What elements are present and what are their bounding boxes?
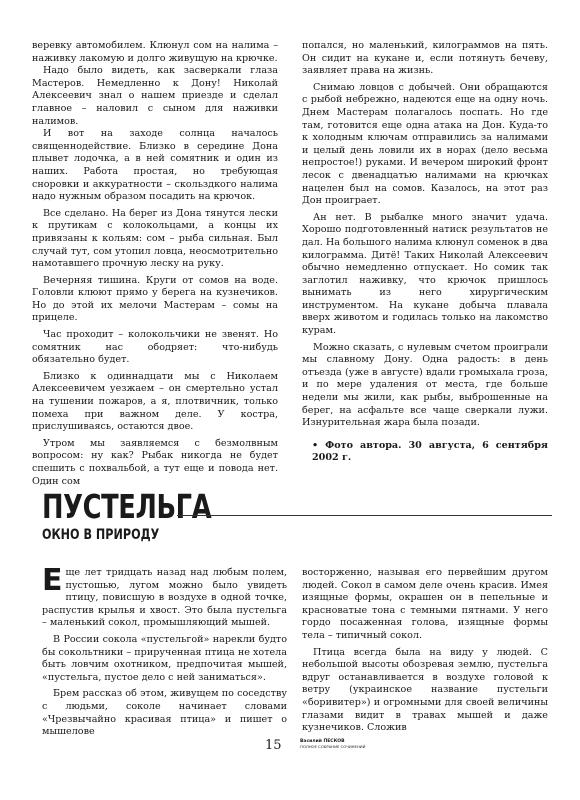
footer-author: Василий ПЕСКОВ bbox=[300, 739, 345, 744]
article-title: ПУСТЕЛЬГА bbox=[42, 487, 212, 526]
paragraph: Брем рассказ об этом, живущем по соседству с людьми, соколе начинает словами «Чрезвычайно красивая птица» и пишет о мышелове bbox=[42, 688, 287, 738]
top-right-column bbox=[302, 40, 548, 465]
article-right-column bbox=[302, 567, 548, 735]
paragraph: И вот на заходе солнца началось священнодействие. Близко в середине Дона плывет лодочка, а в ней сомятник и один из наших. Работа простая, но требующая сноровки и аккуратности – скольздкого налима надо нужным образом посадить на крючок. bbox=[32, 128, 278, 203]
paragraph: В России сокола «пустельгой» нарекли будто бы сокольтники – прирученная птица не хотела быть ловчим охотником, предпочитая мышей, «пустельга, пустое дело с ней заниматься». bbox=[42, 633, 287, 683]
article-header bbox=[42, 489, 552, 549]
top-left-column bbox=[32, 40, 278, 488]
paragraph: Можно сказать, с нулевым счетом проиграли мы славному Дону. Одна радость: в день отъезда (уже в августе) вдали громыхала гроза, и по мере удаления от места, где больше недели мы жили, как рыбы, выброшенные на берег, на асфальте все чаще сверкали лужи. Изнурительная жара была позади. bbox=[302, 341, 548, 429]
drop-cap: Е bbox=[42, 563, 63, 598]
article-left-column bbox=[42, 563, 287, 739]
page-footer bbox=[0, 738, 580, 758]
paragraph: Близко к одиннадцати мы с Николаем Алексеевичем уезжаем – он смертельно устал на тушении пожаров, а я, плотвичник, только помеха при важном деле. У костра, прислушиваясь, остаются двое. bbox=[32, 370, 278, 433]
paragraph: Утром мы заявляемся с безмолвным вопросом: ну как? Рыбак никогда не будет спешить с похвальбой, а тут еще и повода нет. Один сом bbox=[32, 437, 278, 487]
lead-paragraph bbox=[42, 563, 287, 630]
paragraph: веревку автомобилем. Клюнул сом на налима – наживку лакомую и долго живущую на крючке. bbox=[32, 40, 278, 64]
paragraph: Снимаю ловцов с добычей. Они обращаются с рыбой небрежно, надеются еще на одну ночь. Днем Мастерам полагалось поспать. Но где там, готовится еще одна атака на Дон. Куда-то к холодным ключам отправились за налимами и целый день ловили их в норах (дело весьма непростое!) руками. И вечером широкий фронт лесок с двенадцатью налимами на крючках нацелен был на сомов. Казалось, на этот раз Дон проиграет. bbox=[302, 81, 548, 207]
page-number: 15 bbox=[265, 738, 282, 753]
photo-credit: • Фото автора. 30 августа, 6 сентября 2002 г. bbox=[312, 439, 548, 464]
paragraph: Ан нет. В рыбалке много значит удача. Хорошо подготовленный натиск результатов не дал. На большого налима клюнул соменок в два килограмма. Дитё! Таких Николай Алексеевич обычно немедленно отпускает. Но сомик так заглотил наживку, что крючок пришлось вынимать из него хирургическим инструментом. На кукане добыча плавала вверх животом и годилась только на лакомство курам. bbox=[302, 211, 548, 337]
paragraph: попался, но маленький, килограммов на пять. Он сидит на кукане и, если потянуть бечеву, заявляет права на жизнь. bbox=[302, 40, 548, 77]
lead-text: ще лет тридцать назад над любым полем, пустошью, лугом можно было увидеть птицу, повисшую в воздухе в одной точке, распустив крылья и хвост. Это была пустельга – маленький сокол, промышляющий мышей. bbox=[42, 567, 287, 629]
paragraph: Час проходит – колокольчики не звенят. Но сомятник нас ободряет: что-нибудь обязательно будет. bbox=[32, 329, 278, 366]
paragraph: Все сделано. На берег из Дона тянутся лески к прутикам с колокольцами, а концы их привязаны к кольям: сом – рыба сильная. Был случай тут, сом утопил ловца, неосмотрительно намотавшего прочную леску на руку. bbox=[32, 207, 278, 270]
paragraph: Вечерняя тишина. Круги от сомов на воде. Головли клюют прямо у берега на кузнечиков. Но до этой их мелочи Мастерам – сомы на прицеле. bbox=[32, 274, 278, 324]
title-rule bbox=[177, 515, 552, 516]
article-subtitle: ОКНО В ПРИРОДУ bbox=[42, 527, 160, 543]
paragraph: Птица всегда была на виду у людей. С небольшой высоты обозревая землю, пустельга вдруг останавливается в воздухе головой к ветру (украинское название пустельги «боривитер») и огромными для своей величины глазами видит в травах мышей и даже кузнечиков. Сложив bbox=[302, 646, 548, 734]
paragraph: восторженно, называя его первейшим другом людей. Сокол в самом деле очень красив. Имея изящные формы, окрашен он в пепельные и красноватые тона с темными пятнами. У него гордо посаженная голова, изящные формы тела – типичный сокол. bbox=[302, 567, 548, 641]
footer-series: ПОЛНОЕ СОБРАНИЕ СОЧИНЕНИЙ bbox=[300, 744, 366, 749]
paragraph: Надо было видеть, как засверкали глаза Мастеров. Немедленно к Дону! Николай Алексеевич знал о нашем приезде и сделал главное – наловил с сыном для наживки налимов. bbox=[32, 65, 278, 127]
